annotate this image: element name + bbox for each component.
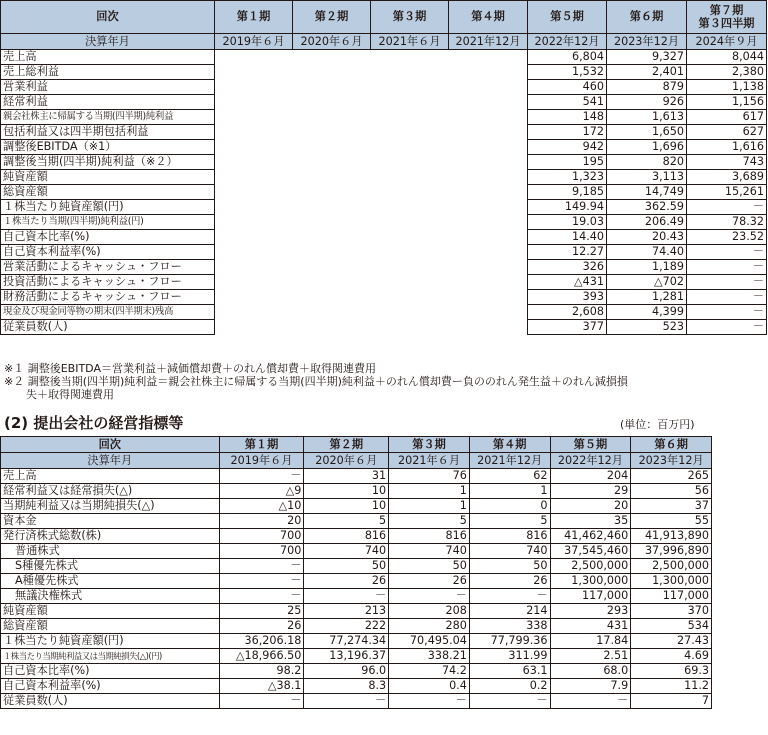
table-row — [1, 649, 712, 664]
row-label: 売上高 — [1, 469, 220, 484]
cell-period-3: 76 — [389, 469, 470, 484]
cell-period-5: 326 — [528, 260, 607, 275]
cell-period-2: 31 — [304, 469, 389, 484]
footnote-1: ※１ 調整後EBITDA＝営業利益＋減価償却費＋のれん償却費＋取得関連費用 — [4, 362, 376, 375]
cell-period-5: 2,500,000 — [550, 559, 631, 574]
row-label: 総資産額 — [1, 619, 220, 634]
unit-label: (単位：百万円) — [620, 418, 695, 431]
cell-period-6: 55 — [631, 514, 712, 529]
row-label: 現金及び現金同等物の期末(四半期末)残高 — [1, 305, 215, 320]
date-period-4: 2021年12月 — [469, 453, 550, 469]
cell-period-6: 20.43 — [607, 230, 687, 245]
date-period-5: 2022年12月 — [528, 34, 607, 50]
cell-period-3: 70,495.04 — [389, 634, 470, 649]
row-label: 営業活動によるキャッシュ・フロー — [1, 260, 215, 275]
cell-period-6: 69.3 — [631, 664, 712, 679]
cell-period-7: 15,261 — [687, 185, 767, 200]
header-period-7 — [687, 1, 767, 34]
row-label: １株当たり当期純利益又は当期純損失(△)(円) — [1, 649, 220, 664]
cell-period-4: － — [469, 589, 550, 604]
cell-period-6: 2,401 — [607, 65, 687, 80]
cell-period-2: － — [304, 694, 389, 709]
row-label: 普通株式 — [1, 544, 220, 559]
cell-period-5: 431 — [550, 619, 631, 634]
header-period-2: 第２期 — [304, 437, 389, 453]
cell-period-3: 338.21 — [389, 649, 470, 664]
cell-period-5: 148 — [528, 110, 607, 125]
cell-period-7: 23.52 — [687, 230, 767, 245]
cell-period-6: 879 — [607, 80, 687, 95]
row-label: A種優先株式 — [1, 574, 220, 589]
header-kessan: 決算年月 — [1, 453, 220, 469]
cell-period-7: 1,138 — [687, 80, 767, 95]
cell-period-1: 25 — [219, 604, 304, 619]
cell-period-4: 62 — [469, 469, 550, 484]
row-label: 調整後当期(四半期)純利益（※２） — [1, 155, 215, 170]
cell-period-7: － — [687, 260, 767, 275]
date-period-3: 2021年６月 — [389, 453, 470, 469]
cell-period-4: 26 — [469, 574, 550, 589]
cell-period-3: 1 — [389, 484, 470, 499]
row-label: 投資活動によるキャッシュ・フロー — [1, 275, 215, 290]
row-label: 総資産額 — [1, 185, 215, 200]
row-label: 経常利益又は経常損失(△) — [1, 484, 220, 499]
row-label: 自己資本利益率(%) — [1, 245, 215, 260]
cell-period-1: 26 — [219, 619, 304, 634]
cell-period-1: － — [219, 559, 304, 574]
row-label: １株当たり純資産額(円) — [1, 200, 215, 215]
row-label: 自己資本比率(%) — [1, 664, 220, 679]
cell-period-7: 743 — [687, 155, 767, 170]
cell-period-4: 50 — [469, 559, 550, 574]
cell-period-2: 816 — [304, 529, 389, 544]
cell-period-6: 3,113 — [607, 170, 687, 185]
empty-periods-area — [215, 50, 528, 335]
cell-period-2: 10 — [304, 484, 389, 499]
cell-period-6: 362.59 — [607, 200, 687, 215]
date-period-1: 2019年６月 — [215, 34, 293, 50]
row-label: 発行済株式総数(株) — [1, 529, 220, 544]
cell-period-6: 41,913,890 — [631, 529, 712, 544]
cell-period-3: 26 — [389, 574, 470, 589]
footnote-2-continued: 失＋取得関連費用 — [26, 388, 114, 401]
cell-period-6: 7 — [631, 694, 712, 709]
cell-period-1: － — [219, 694, 304, 709]
cell-period-5: 460 — [528, 80, 607, 95]
cell-period-5: 14.40 — [528, 230, 607, 245]
cell-period-1: － — [219, 469, 304, 484]
table-row — [1, 484, 712, 499]
cell-period-7: 8,044 — [687, 50, 767, 65]
cell-period-4: 5 — [469, 514, 550, 529]
cell-period-3: 50 — [389, 559, 470, 574]
cell-period-5: 1,323 — [528, 170, 607, 185]
cell-period-2: 740 — [304, 544, 389, 559]
row-label: １株当たり純資産額(円) — [1, 634, 220, 649]
cell-period-7: 2,380 — [687, 65, 767, 80]
cell-period-5: 9,185 — [528, 185, 607, 200]
cell-period-6: 206.49 — [607, 215, 687, 230]
cell-period-7: 1,156 — [687, 95, 767, 110]
cell-period-2: 13,196.37 — [304, 649, 389, 664]
table-row — [1, 664, 712, 679]
cell-period-1: 700 — [219, 529, 304, 544]
cell-period-5: 1,300,000 — [550, 574, 631, 589]
cell-period-6: 534 — [631, 619, 712, 634]
cell-period-5: 172 — [528, 125, 607, 140]
date-period-7: 2024年９月 — [687, 34, 767, 50]
cell-period-5: 19.03 — [528, 215, 607, 230]
cell-period-2: 222 — [304, 619, 389, 634]
cell-period-7: － — [687, 320, 767, 335]
cell-period-5: 17.84 — [550, 634, 631, 649]
table-row — [1, 694, 712, 709]
cell-period-1: － — [219, 589, 304, 604]
fiscal-date-row — [1, 453, 712, 469]
cell-period-5: 117,000 — [550, 589, 631, 604]
row-label: 財務活動によるキャッシュ・フロー — [1, 290, 215, 305]
cell-period-4: 77,799.36 — [469, 634, 550, 649]
cell-period-6: 37 — [631, 499, 712, 514]
header-kaiji: 回次 — [1, 1, 215, 34]
cell-period-5: 35 — [550, 514, 631, 529]
date-period-2: 2020年６月 — [293, 34, 371, 50]
cell-period-3: － — [389, 589, 470, 604]
header-kaiji: 回次 — [1, 437, 220, 453]
cell-period-5: 293 — [550, 604, 631, 619]
cell-period-3: 74.2 — [389, 664, 470, 679]
cell-period-2: 96.0 — [304, 664, 389, 679]
footnote-2: ※２ 調整後当期(四半期)純利益＝親会社株主に帰属する当期(四半期)純利益＋のれん償却費ー負ののれん発生益＋のれん減損損 — [4, 375, 628, 388]
cell-period-4: 740 — [469, 544, 550, 559]
cell-period-3: 208 — [389, 604, 470, 619]
row-label: 当期純利益又は当期純損失(△) — [1, 499, 220, 514]
cell-period-1: △38.1 — [219, 679, 304, 694]
row-label: 売上高 — [1, 50, 215, 65]
date-period-1: 2019年６月 — [219, 453, 304, 469]
cell-period-6: 37,996,890 — [631, 544, 712, 559]
cell-period-6: 117,000 — [631, 589, 712, 604]
cell-period-4: 0.2 — [469, 679, 550, 694]
cell-period-6: 1,300,000 — [631, 574, 712, 589]
header-period-6: 第６期 — [607, 1, 687, 34]
cell-period-3: 5 — [389, 514, 470, 529]
table2-body — [1, 469, 712, 709]
footnotes — [4, 362, 628, 401]
header-period-7-line2: 第３四半期 — [698, 17, 755, 30]
row-label: 自己資本利益率(%) — [1, 679, 220, 694]
table-row — [1, 634, 712, 649]
table-row — [1, 50, 767, 65]
table-row — [1, 469, 712, 484]
row-label: 従業員数(人) — [1, 694, 220, 709]
cell-period-6: 2,500,000 — [631, 559, 712, 574]
cell-period-6: 1,189 — [607, 260, 687, 275]
cell-period-4: 338 — [469, 619, 550, 634]
cell-period-2: 77,274.34 — [304, 634, 389, 649]
cell-period-6: 1,613 — [607, 110, 687, 125]
cell-period-3: 816 — [389, 529, 470, 544]
cell-period-6: 926 — [607, 95, 687, 110]
cell-period-1: △10 — [219, 499, 304, 514]
cell-period-6: 820 — [607, 155, 687, 170]
cell-period-6: 4.69 — [631, 649, 712, 664]
cell-period-5: 195 — [528, 155, 607, 170]
cell-period-7: － — [687, 275, 767, 290]
header-period-3: 第３期 — [371, 1, 449, 34]
cell-period-6: 265 — [631, 469, 712, 484]
header-period-5: 第５期 — [550, 437, 631, 453]
date-period-6: 2023年12月 — [631, 453, 712, 469]
header-period-3: 第３期 — [389, 437, 470, 453]
row-label: 従業員数(人) — [1, 320, 215, 335]
header-kessan: 決算年月 — [1, 34, 215, 50]
cell-period-7: 1,616 — [687, 140, 767, 155]
parent-company-indicators-table — [0, 436, 712, 709]
cell-period-2: 8.3 — [304, 679, 389, 694]
cell-period-5: △431 — [528, 275, 607, 290]
cell-period-7: 627 — [687, 125, 767, 140]
cell-period-5: 204 — [550, 469, 631, 484]
cell-period-3: 0.4 — [389, 679, 470, 694]
row-label: 包括利益又は四半期包括利益 — [1, 125, 215, 140]
cell-period-5: 2,608 — [528, 305, 607, 320]
cell-period-4: 816 — [469, 529, 550, 544]
cell-period-7: － — [687, 290, 767, 305]
period-header-row — [1, 1, 767, 34]
date-period-2: 2020年６月 — [304, 453, 389, 469]
cell-period-2: 213 — [304, 604, 389, 619]
table-row — [1, 619, 712, 634]
row-label: 売上総利益 — [1, 65, 215, 80]
table-row — [1, 529, 712, 544]
cell-period-6: △702 — [607, 275, 687, 290]
cell-period-3: 280 — [389, 619, 470, 634]
table-row — [1, 499, 712, 514]
cell-period-6: 523 — [607, 320, 687, 335]
cell-period-4: 311.99 — [469, 649, 550, 664]
cell-period-4: 214 — [469, 604, 550, 619]
cell-period-6: 14,749 — [607, 185, 687, 200]
table-row — [1, 679, 712, 694]
table-row — [1, 559, 712, 574]
cell-period-1: 36,206.18 — [219, 634, 304, 649]
cell-period-6: 1,650 — [607, 125, 687, 140]
cell-period-7: － — [687, 200, 767, 215]
cell-period-5: 20 — [550, 499, 631, 514]
row-label: 無議決権株式 — [1, 589, 220, 604]
header-period-6: 第６期 — [631, 437, 712, 453]
date-period-5: 2022年12月 — [550, 453, 631, 469]
cell-period-6: 27.43 — [631, 634, 712, 649]
cell-period-4: 63.1 — [469, 664, 550, 679]
header-period-4: 第４期 — [449, 1, 528, 34]
row-label: S種優先株式 — [1, 559, 220, 574]
cell-period-6: 9,327 — [607, 50, 687, 65]
header-period-1: 第１期 — [219, 437, 304, 453]
table-row — [1, 514, 712, 529]
cell-period-4: 1 — [469, 484, 550, 499]
cell-period-7: － — [687, 305, 767, 320]
row-label: 親会社株主に帰属する当期(四半期)純利益 — [1, 110, 215, 125]
cell-period-5: 377 — [528, 320, 607, 335]
cell-period-5: 37,545,460 — [550, 544, 631, 559]
cell-period-3: 1 — [389, 499, 470, 514]
cell-period-3: － — [389, 694, 470, 709]
date-period-6: 2023年12月 — [607, 34, 687, 50]
cell-period-6: 1,696 — [607, 140, 687, 155]
date-period-4: 2021年12月 — [449, 34, 528, 50]
table-row — [1, 604, 712, 619]
date-period-3: 2021年６月 — [371, 34, 449, 50]
cell-period-1: △9 — [219, 484, 304, 499]
cell-period-5: － — [550, 694, 631, 709]
header-period-1: 第１期 — [215, 1, 293, 34]
header-period-4: 第４期 — [469, 437, 550, 453]
period-header-row — [1, 437, 712, 453]
cell-period-5: 942 — [528, 140, 607, 155]
cell-period-6: 74.40 — [607, 245, 687, 260]
cell-period-5: 41,462,460 — [550, 529, 631, 544]
table-row — [1, 589, 712, 604]
cell-period-6: 370 — [631, 604, 712, 619]
cell-period-5: 393 — [528, 290, 607, 305]
row-label: 資本金 — [1, 514, 220, 529]
cell-period-2: 26 — [304, 574, 389, 589]
cell-period-3: 740 — [389, 544, 470, 559]
cell-period-4: 0 — [469, 499, 550, 514]
cell-period-5: 29 — [550, 484, 631, 499]
cell-period-2: 5 — [304, 514, 389, 529]
cell-period-4: － — [469, 694, 550, 709]
cell-period-2: － — [304, 589, 389, 604]
row-label: 自己資本比率(%) — [1, 230, 215, 245]
cell-period-5: 6,804 — [528, 50, 607, 65]
cell-period-1: － — [219, 574, 304, 589]
section-title: (2) 提出会社の経営指標等 — [4, 414, 184, 432]
row-label: 純資産額 — [1, 170, 215, 185]
cell-period-7: 78.32 — [687, 215, 767, 230]
cell-period-6: 11.2 — [631, 679, 712, 694]
header-period-7-line1: 第７期 — [709, 4, 744, 17]
cell-period-5: 541 — [528, 95, 607, 110]
cell-period-6: 1,281 — [607, 290, 687, 305]
cell-period-2: 10 — [304, 499, 389, 514]
cell-period-2: 50 — [304, 559, 389, 574]
cell-period-7: 617 — [687, 110, 767, 125]
cell-period-5: 7.9 — [550, 679, 631, 694]
cell-period-5: 2.51 — [550, 649, 631, 664]
cell-period-1: 98.2 — [219, 664, 304, 679]
row-label: １株当たり当期(四半期)純利益(円) — [1, 215, 215, 230]
cell-period-1: △18,966.50 — [219, 649, 304, 664]
table1-body — [1, 50, 767, 335]
consolidated-indicators-table — [0, 0, 767, 335]
cell-period-7: － — [687, 245, 767, 260]
table-row — [1, 544, 712, 559]
header-period-2: 第２期 — [293, 1, 371, 34]
cell-period-5: 149.94 — [528, 200, 607, 215]
cell-period-6: 4,399 — [607, 305, 687, 320]
cell-period-6: 56 — [631, 484, 712, 499]
cell-period-1: 20 — [219, 514, 304, 529]
row-label: 営業利益 — [1, 80, 215, 95]
table-row — [1, 574, 712, 589]
cell-period-5: 68.0 — [550, 664, 631, 679]
cell-period-1: 700 — [219, 544, 304, 559]
header-period-5: 第５期 — [528, 1, 607, 34]
cell-period-5: 1,532 — [528, 65, 607, 80]
cell-period-5: 12.27 — [528, 245, 607, 260]
fiscal-date-row — [1, 34, 767, 50]
row-label: 経常利益 — [1, 95, 215, 110]
row-label: 純資産額 — [1, 604, 220, 619]
row-label: 調整後EBITDA（※1） — [1, 140, 215, 155]
cell-period-7: 3,689 — [687, 170, 767, 185]
